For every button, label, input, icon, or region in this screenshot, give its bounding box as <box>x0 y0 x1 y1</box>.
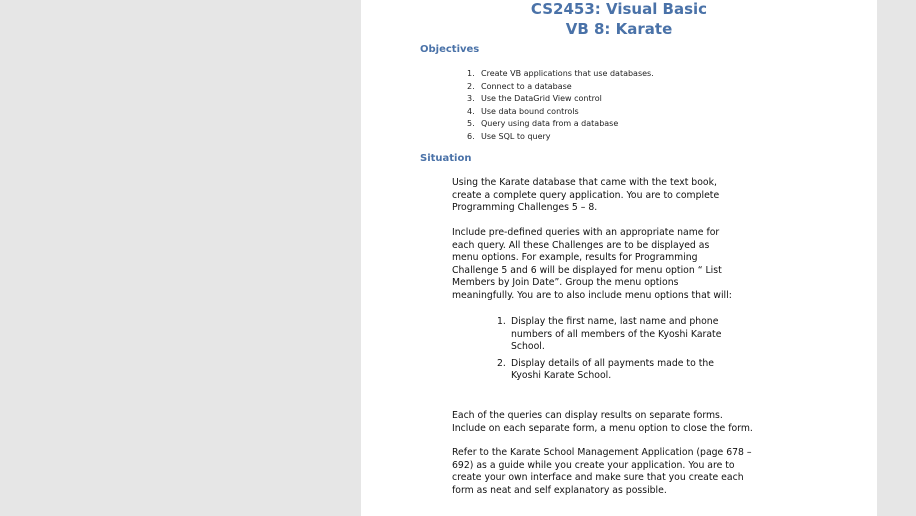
document-subtitle: VB 8: Karate <box>565 20 673 38</box>
requirements-list <box>497 316 721 387</box>
situation-paragraph-1: Using the Karate database that came with the text book, create a complete query application. You are to complete Programming Challenges 5 – 8. <box>452 177 720 214</box>
objective-item: 6. Use SQL to query <box>467 131 551 141</box>
requirement-item: 1. Display the first name, last name and phone numbers of all members of the Kyoshi Karate School. <box>497 316 722 353</box>
objectives-list <box>467 68 654 144</box>
objective-item: 5. Query using data from a database <box>467 119 619 129</box>
objective-item: 4. Use data bound controls <box>467 106 579 116</box>
requirement-item: 2. Display details of all payments made to the Kyoshi Karate School. <box>497 357 714 382</box>
objective-item: 2. Connect to a database <box>467 81 572 91</box>
document-page <box>361 0 877 516</box>
document-title: CS2453: Visual Basic <box>530 0 708 18</box>
situation-heading: Situation <box>420 153 472 164</box>
situation-paragraph-4: Refer to the Karate School Management Application (page 678 – 692) as a guide while you create your application. You are to create your own interface and make sure that you create each form as neat and self explanatory as possible. <box>452 447 752 496</box>
objectives-heading: Objectives <box>420 44 480 55</box>
objective-item: 1. Create VB applications that use databases. <box>467 69 654 78</box>
objective-item: 3. Use the DataGrid View control <box>467 94 602 104</box>
situation-paragraph-2: Include pre-defined queries with an appropriate name for each query. All these Challenges are to be displayed as menu options. For example, results for Programming Challenge 5 and 6 will be displayed for menu option “ List Members by Join Date”. Group the menu options meaningfully. You are to also include menu options that will: <box>452 227 732 301</box>
situation-paragraph-3: Each of the queries can display results on separate forms. Include on each separate form, a menu option to close the form. <box>452 410 753 434</box>
